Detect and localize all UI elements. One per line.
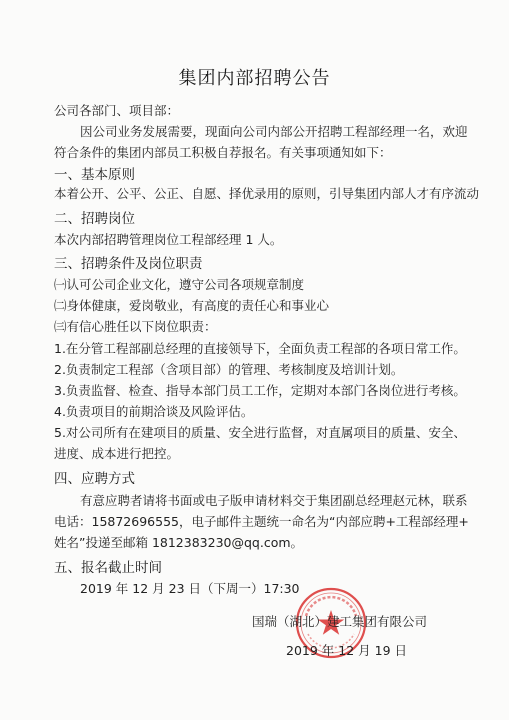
section-2-body: 本次内部招聘管理岗位工程部经理 1 人。 <box>54 232 283 247</box>
section-3-heading: 三、招聘条件及岗位职责 <box>54 256 203 272</box>
intro-line-2: 符合条件的集团内部员工积极自荐报名。有关事项通知如下： <box>54 145 392 160</box>
section-5-heading: 五、报名截止时间 <box>54 560 162 576</box>
apply-line-3: 姓名”投递至邮箱 1812383230@qq.com。 <box>54 535 304 550</box>
duty-4: 4.负责项目的前期洽谈及风险评估。 <box>54 404 254 419</box>
apply-line-1: 有意应聘者请将书面或电子版申请材料交于集团副总经理赵元林，联系 <box>80 493 468 508</box>
duty-5: 5.对公司所有在建项目的质量、安全进行监督，对直属项目的质量、安全、 <box>54 425 466 440</box>
section-1-heading: 一、基本原则 <box>54 167 135 183</box>
salutation: 公司各部门、项目部： <box>54 103 180 118</box>
condition-2: ㈡身体健康，爱岗敬业，有高度的责任心和事业心 <box>54 298 330 313</box>
condition-1: ㈠认可公司企业文化，遵守公司各项规章制度 <box>54 277 305 292</box>
section-1-body: 本着公开、公平、公正、自愿、择优录用的原则，引导集团内部人才有序流动 <box>54 186 480 201</box>
signature-date: 2019 年 12 月 19 日 <box>286 643 407 658</box>
page-title: 集团内部招聘公告 <box>178 68 331 89</box>
duty-5-continued: 进度、成本进行把控。 <box>54 446 180 461</box>
duty-1: 1.在分管工程部副总经理的直接领导下，全面负责工程部的各项日常工作。 <box>54 341 466 356</box>
duty-3: 3.负责监督、检查、指导本部门员工工作，定期对本部门各岗位进行考核。 <box>54 383 466 398</box>
section-4-heading: 四、应聘方式 <box>54 471 135 487</box>
section-2-heading: 二、招聘岗位 <box>54 211 135 227</box>
condition-3: ㈢有信心胜任以下岗位职责： <box>54 319 217 334</box>
apply-line-2: 电话：15872696555，电子邮件主题统一命名为“内部应聘+工程部经理+ <box>54 514 469 529</box>
deadline: 2019 年 12 月 23 日（下周一）17:30 <box>80 581 300 596</box>
signature-company: 国瑞（湖北）建工集团有限公司 <box>252 614 428 629</box>
duty-2: 2.负责制定工程部（含项目部）的管理、考核制度及培训计划。 <box>54 362 404 377</box>
intro-line-1: 因公司业务发展需要，现面向公司内部公开招聘工程部经理一名，欢迎 <box>80 124 468 139</box>
